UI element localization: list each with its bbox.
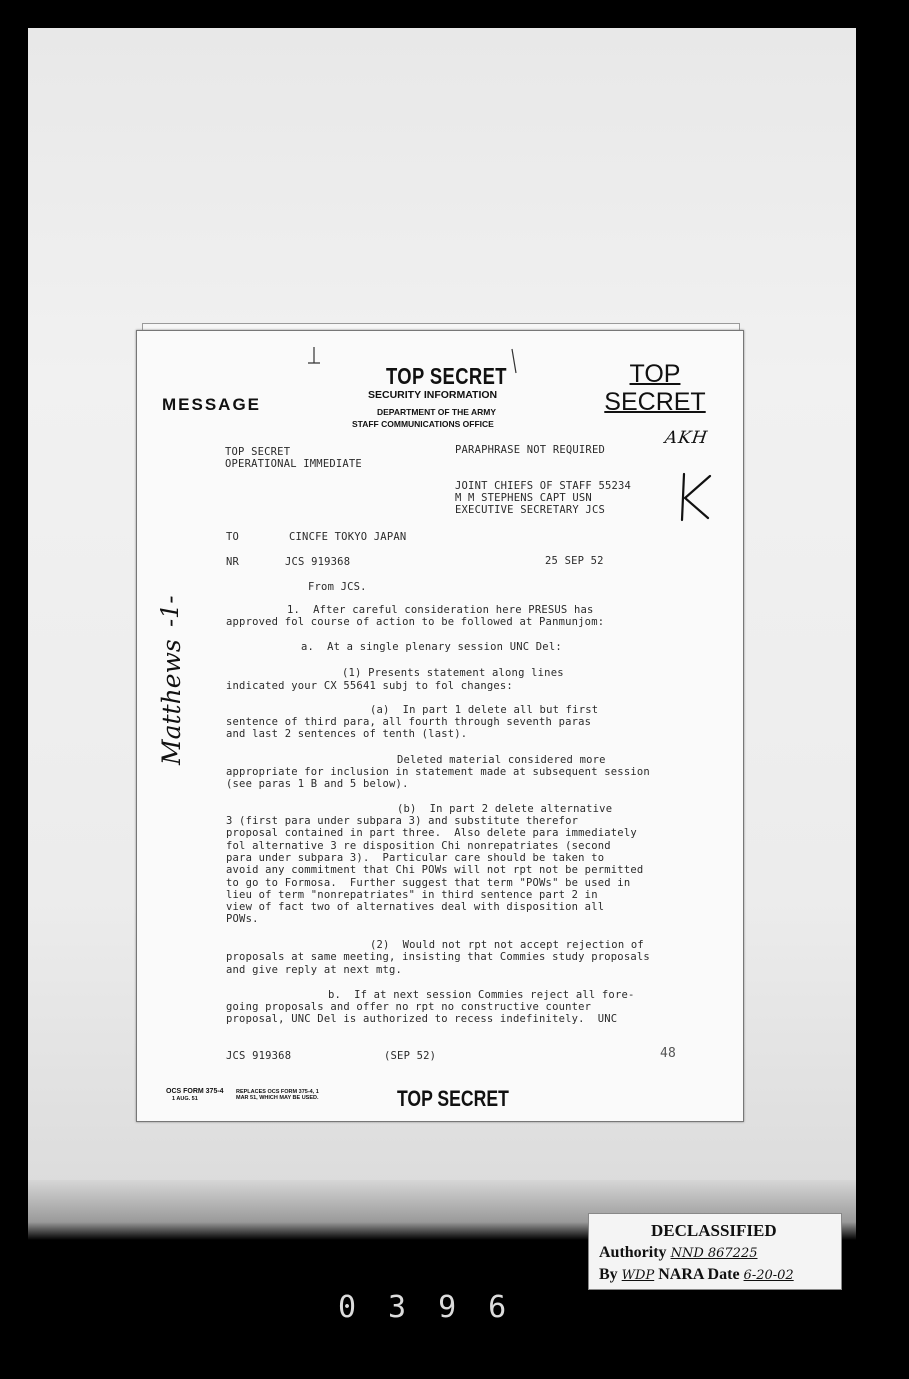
body-line: fol alternative 3 re disposition Chi nonrepatriates (second bbox=[226, 840, 611, 852]
body-line: sentence of third para, all fourth through seventh paras bbox=[226, 716, 592, 728]
to-value: CINCFE TOKYO JAPAN bbox=[289, 531, 407, 543]
body-line: (1) Presents statement along lines bbox=[342, 667, 564, 679]
body-line: proposal contained in part three. Also delete para immediately bbox=[226, 827, 637, 839]
body-line: and last 2 sentences of tenth (last). bbox=[226, 728, 468, 740]
body-line: going proposals and offer no rpt no constructive counter bbox=[226, 1001, 592, 1013]
message-label: MESSAGE bbox=[162, 395, 262, 414]
originator-line-3: EXECUTIVE SECRETARY JCS bbox=[455, 504, 605, 516]
department-name: DEPARTMENT OF THE ARMY bbox=[377, 407, 496, 417]
top-secret-stamp bbox=[590, 360, 720, 416]
body-line: POWs. bbox=[226, 913, 259, 925]
handwritten-initials: AKH bbox=[663, 428, 710, 448]
footer-reference: JCS 919368 bbox=[226, 1050, 292, 1062]
stamp-line-1: TOP bbox=[629, 360, 681, 388]
security-information: SECURITY INFORMATION bbox=[368, 389, 498, 401]
authority-value: NND 867225 bbox=[670, 1246, 758, 1261]
body-line: para under subpara 3). Particular care should be taken to bbox=[226, 852, 605, 864]
body-line: (b) In part 2 delete alternative bbox=[397, 803, 613, 815]
originator-line-1: JOINT CHIEFS OF STAFF 55234 bbox=[455, 480, 632, 492]
body-line: indicated your CX 55641 subj to fol changes: bbox=[226, 680, 513, 692]
body-line: b. If at next session Commies reject all fore- bbox=[328, 989, 635, 1001]
svg-text:-1-: -1- bbox=[156, 595, 184, 627]
punch-marks bbox=[306, 345, 526, 380]
handwritten-margin-note bbox=[150, 545, 196, 770]
footer-date: (SEP 52) bbox=[384, 1050, 437, 1062]
by-value: WDP bbox=[621, 1268, 655, 1283]
body-line: and give reply at next mtg. bbox=[226, 964, 403, 976]
classification-title: TOP SECRET bbox=[386, 363, 507, 389]
message-date: 25 SEP 52 bbox=[545, 555, 604, 567]
body-line: lieu of term "nonrepatriates" in third sentence part 2 in bbox=[226, 889, 598, 901]
body-line: to go to Formosa. Further suggest that term "POWs" be used in bbox=[226, 877, 631, 889]
body-line: 3 (first para under subpara 3) and substitute therefor bbox=[226, 815, 579, 827]
declassification-stamp bbox=[588, 1213, 842, 1290]
stamp-line-2: SECRET bbox=[604, 388, 706, 416]
body-line: proposals at same meeting, insisting that Commies study proposals bbox=[226, 951, 650, 963]
originator-line-2: M M STEPHENS CAPT USN bbox=[455, 492, 592, 504]
form-replaces-note: REPLACES OCS FORM 375-4, 1 MAR 51, WHICH MAY BE USED. bbox=[236, 1089, 319, 1101]
body-line: avoid any commitment that Chi POWs will not rpt not be permitted bbox=[226, 864, 644, 876]
body-line: (2) Would not rpt not accept rejection of bbox=[370, 939, 644, 951]
page-number: 48 bbox=[660, 1046, 677, 1061]
body-line: (see paras 1 B and 5 below). bbox=[226, 778, 409, 790]
class-line-1: TOP SECRET bbox=[225, 446, 291, 458]
form-number: OCS FORM 375-4 bbox=[166, 1088, 224, 1095]
body-line: appropriate for inclusion in statement made at subsequent session bbox=[226, 766, 650, 778]
form-date: 1 AUG. 51 bbox=[172, 1095, 198, 1102]
nr-label: NR bbox=[226, 556, 240, 568]
body-line: 1. After careful consideration here PRESUS has bbox=[287, 604, 594, 616]
body-line: approved fol course of action to be followed at Panmunjom: bbox=[226, 616, 605, 628]
handwritten-k-letter bbox=[676, 470, 716, 524]
from-line: From JCS. bbox=[308, 581, 367, 593]
class-line-2: OPERATIONAL IMMEDIATE bbox=[225, 458, 362, 470]
bottom-classification: TOP SECRET bbox=[397, 1086, 509, 1111]
declassified-title: DECLASSIFIED bbox=[651, 1221, 777, 1240]
to-label: TO bbox=[226, 531, 240, 543]
body-line: a. At a single plenary session UNC Del: bbox=[301, 641, 562, 653]
nara-date-label: NARA Date bbox=[658, 1266, 740, 1283]
authority-label: Authority bbox=[599, 1244, 667, 1261]
body-line: Deleted material considered more bbox=[397, 754, 606, 766]
body-line: proposal, UNC Del is authorized to recess indefinitely. UNC bbox=[226, 1013, 618, 1025]
nr-value: JCS 919368 bbox=[285, 556, 351, 568]
svg-text:Matthews: Matthews bbox=[157, 639, 186, 765]
office-name: STAFF COMMUNICATIONS OFFICE bbox=[352, 419, 494, 429]
paraphrase-note: PARAPHRASE NOT REQUIRED bbox=[455, 444, 605, 456]
body-line: view of fact two of alternatives deal with disposition all bbox=[226, 901, 605, 913]
by-label: By bbox=[599, 1266, 618, 1283]
body-line: (a) In part 1 delete all but first bbox=[370, 704, 599, 716]
nara-date-value: 6-20-02 bbox=[743, 1268, 794, 1283]
frame-number: 0396 bbox=[338, 1290, 539, 1325]
